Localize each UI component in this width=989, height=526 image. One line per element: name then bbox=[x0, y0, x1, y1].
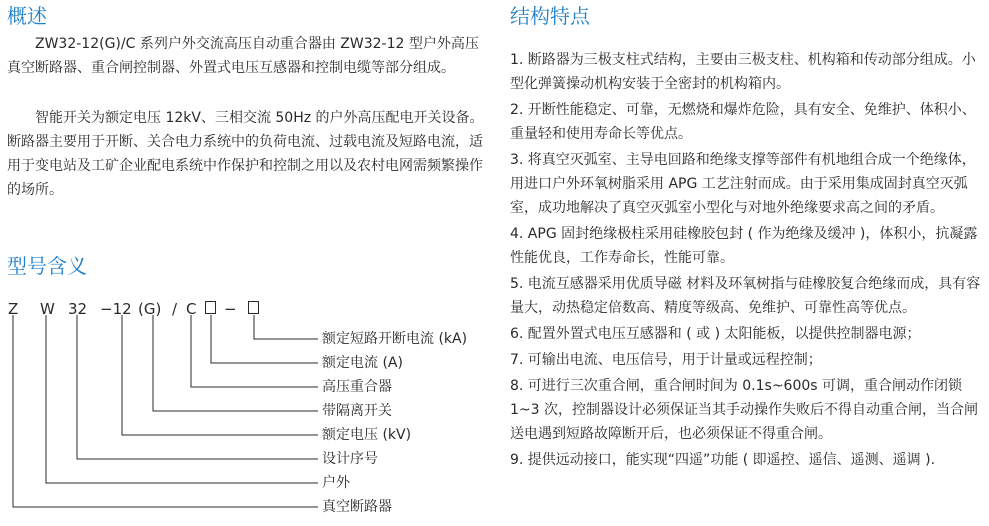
label-rated-voltage: 额定电压 (kV) bbox=[322, 427, 412, 443]
code-char-slash: / bbox=[172, 300, 178, 318]
feature-item: 7. 可输出电流、电压信号，用于计量或远程控制； bbox=[510, 352, 822, 368]
code-char-dash: − bbox=[224, 300, 237, 318]
model-meaning-title: 型号含义 bbox=[7, 254, 87, 278]
model-code-connector-lines bbox=[0, 290, 500, 526]
overview-paragraph-1: ZW32-12(G)/C 系列户外交流高压自动重合器由 ZW32-12 型户外高压真空断路器、重合闸控制器、外置式电压互感器和控制电缆等部分组成。 bbox=[7, 36, 479, 76]
features-title: 结构特点 bbox=[510, 4, 590, 28]
label-rated-current: 额定电流 (A) bbox=[322, 355, 403, 371]
label-vacuum-circuit-breaker: 真空断路器 bbox=[322, 499, 392, 515]
code-char-w: W bbox=[40, 300, 55, 318]
feature-item: 9. 提供远动接口，能实现“四遥”功能 ( 即遥控、遥信、遥测、遥调 ). bbox=[510, 452, 936, 468]
label-outdoor: 户外 bbox=[322, 475, 350, 491]
label-high-voltage-recloser: 高压重合器 bbox=[322, 379, 392, 395]
code-char-voltage: −12 bbox=[100, 300, 132, 318]
feature-item: 5. 电流互感器采用优质导磁 材料及环氧树指与硅橡胶复合绝缘而成，具有容量大，动热稳定倍数高、精度等级高、免维护、可靠性高等优点。 bbox=[510, 276, 981, 316]
feature-item: 3. 将真空灭弧室、主导电回路和绝缘支撑等部件有机地组合成一个绝缘体，用进口户外环氧树脂采用 APG 工艺注射而成。由于采用集成固封真空灭弧室，成功地解决了真空灭弧室小型化与对地外绝缘要求高之间的矛盾。 bbox=[510, 152, 976, 216]
feature-item: 1. 断路器为三极支柱式结构，主要由三极支柱、机构箱和传动部分组成。小型化弹簧操动机构安装于全密封的机构箱内。 bbox=[510, 52, 976, 92]
feature-item: 2. 开断性能稳定、可靠，无燃烧和爆炸危险，具有安全、免维护、体积小、重量轻和使用寿命长等优点。 bbox=[510, 102, 976, 142]
feature-item: 6. 配置外置式电压互感器和 ( 或 ) 太阳能板，以提供控制器电源； bbox=[510, 326, 921, 342]
model-code-diagram bbox=[0, 290, 500, 526]
feature-item: 8. 可进行三次重合闸，重合闸时间为 0.1s~600s 可调，重合闸动作闭锁 1~3 次，控制器设计必须保证当其手动操作失败后不得自动重合闸，当合闸送电遇到短路故障断开后，也必须保证不得重合闸。 bbox=[510, 378, 978, 442]
label-with-isolating-switch: 带隔离开关 bbox=[322, 403, 392, 419]
feature-item: 4. APG 固封绝缘极柱采用硅橡胶包封 ( 作为绝缘及缓冲 )，体积小，抗凝露性能优良，工作寿命长，性能可靠。 bbox=[510, 226, 978, 266]
code-box-rated-current bbox=[205, 301, 216, 314]
overview-title: 概述 bbox=[7, 4, 47, 28]
features-list bbox=[510, 48, 986, 472]
label-rated-short-circuit-breaking-current: 额定短路开断电流 (kA) bbox=[322, 331, 468, 347]
code-char-z: Z bbox=[8, 300, 19, 318]
code-char-design-number: 32 bbox=[68, 300, 88, 318]
label-design-serial-number: 设计序号 bbox=[322, 451, 378, 467]
code-box-breaking-current bbox=[248, 301, 259, 314]
code-char-isolator: (G) bbox=[138, 300, 162, 318]
code-char-c: C bbox=[186, 300, 197, 318]
overview-paragraph-2: 智能开关为额定电压 12kV、三相交流 50Hz 的户外高压配电开关设备。断路器主要用于开断、关合电力系统中的负荷电流、过载电流及短路电流，适用于变电站及工矿企业配电系统中作保护和控制之用以及农村电网需频繁操作的场所。 bbox=[7, 110, 484, 198]
